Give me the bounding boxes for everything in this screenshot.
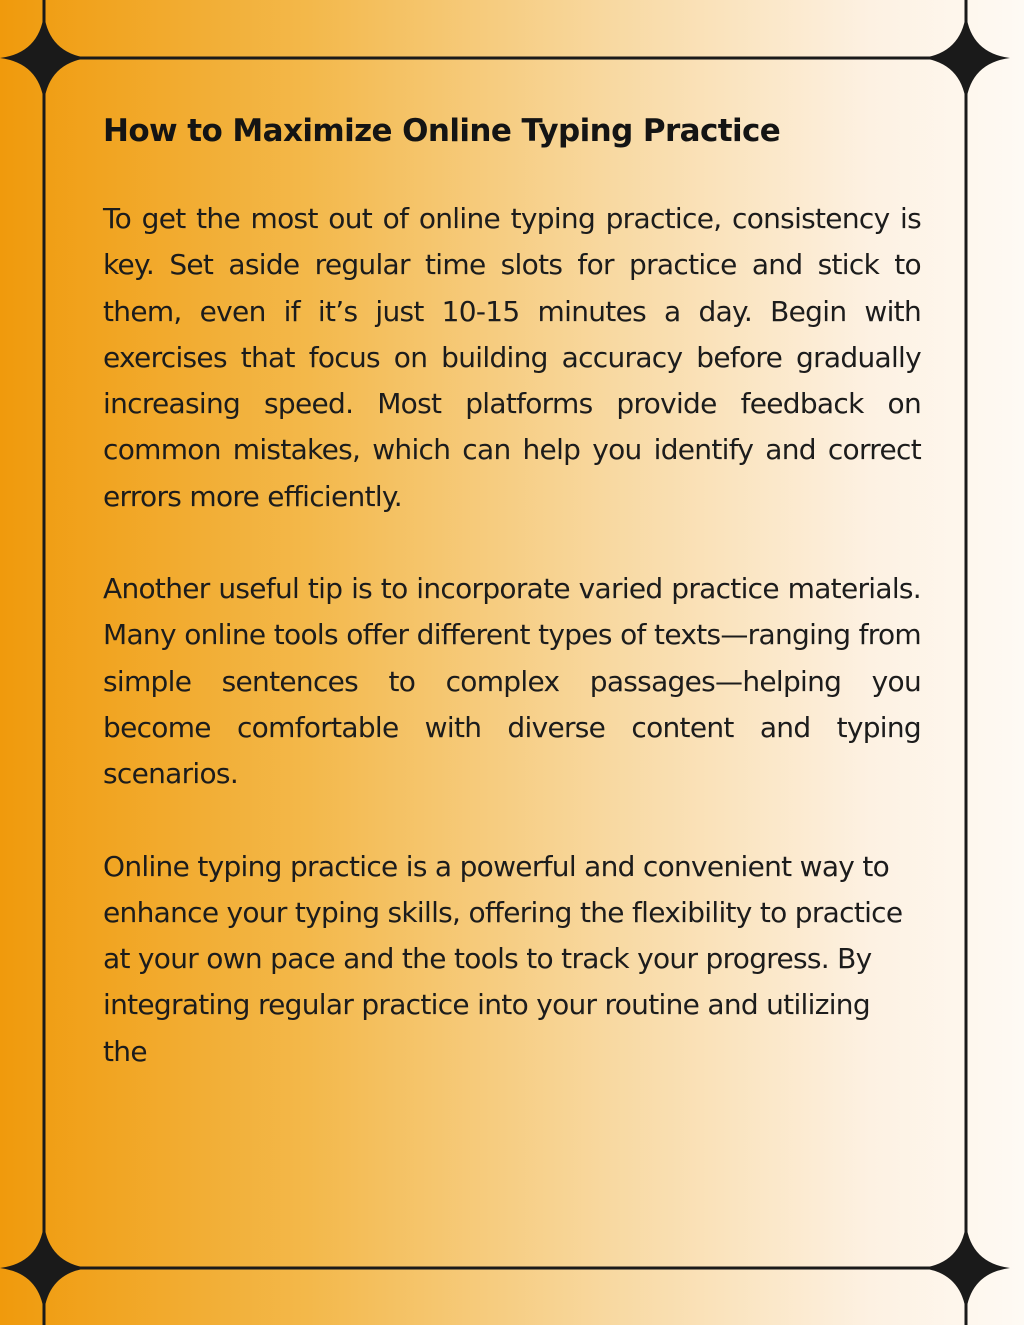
paragraph-conclusion: Online typing practice is a powerful and convenient way to enhance your typing skills, offering the flexibility to practice at your own pace and the tools to track your progress. By integrating regular practice into your routine and utilizing the	[103, 849, 903, 1068]
star-ornament-bottom-left	[0, 1224, 88, 1312]
paragraph-consistency: To get the most out of online typing practice, consistency is key. Set aside regular time slots for practice and stick to them, even if it’s just 10-15 minutes a day. Begin with exercises that focus on building accuracy before gradually increasing speed. Most platforms provide feedback on common mistakes, which can help you identify and correct errors more efficiently.	[103, 202, 921, 513]
star-ornament-bottom-right	[922, 1224, 1010, 1312]
star-ornament-top-right	[922, 14, 1010, 102]
star-ornament-top-left	[0, 14, 88, 102]
article-body	[103, 108, 921, 1075]
paragraph-varied-materials: Another useful tip is to incorporate varied practice materials. Many online tools offer different types of texts—ranging from simple sentences to complex passages—helping you become comfortable with diverse content and typing scenarios.	[103, 572, 921, 791]
article-heading: How to Maximize Online Typing Practice	[103, 113, 781, 149]
